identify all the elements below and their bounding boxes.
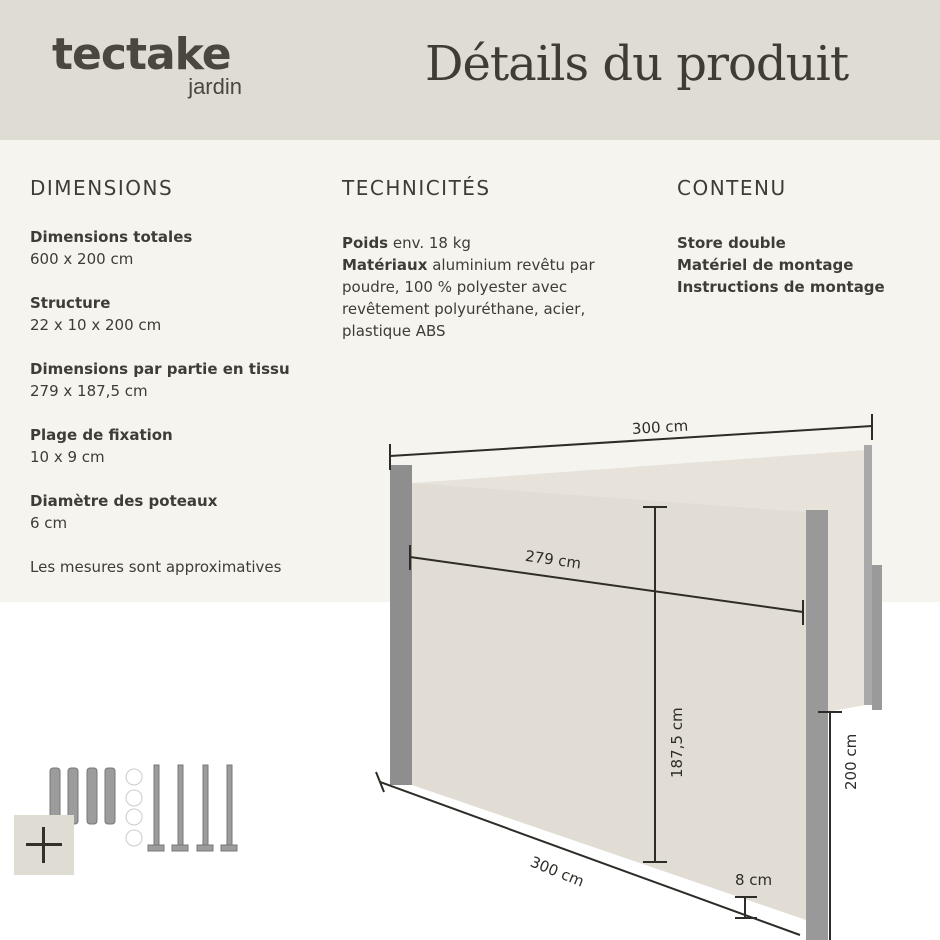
weight-label: Poids <box>342 234 389 252</box>
spec-value: 600 x 200 cm <box>30 250 134 268</box>
content-item: Instructions de montage <box>677 278 885 296</box>
label-ground-gap: 8 cm <box>735 871 773 889</box>
mounting-hardware <box>50 765 237 851</box>
left-post <box>390 465 412 785</box>
spec-value: 279 x 187,5 cm <box>30 382 148 400</box>
fabric-near-panel <box>412 483 806 920</box>
label-fabric-width: 279 cm <box>524 546 583 573</box>
content-item: Matériel de montage <box>677 256 854 274</box>
dim-line-top <box>390 426 872 456</box>
weight-value: env. 18 kg <box>392 234 471 252</box>
spec-label: Structure <box>30 294 111 312</box>
technicites-heading: TECHNICITÉS <box>342 176 491 200</box>
label-bottom-width: 300 cm <box>527 852 587 891</box>
far-post <box>864 445 872 705</box>
plus-icon <box>14 815 74 875</box>
dimensions-heading: DIMENSIONS <box>30 176 174 200</box>
right-post <box>806 510 828 940</box>
far-base <box>872 565 882 710</box>
label-top-width: 300 cm <box>631 416 689 438</box>
spec-value: 22 x 10 x 200 cm <box>30 316 162 334</box>
label-fabric-height: 187,5 cm <box>668 707 686 778</box>
spec-label: Diamètre des poteaux <box>30 492 218 510</box>
spec-label: Dimensions totales <box>30 228 193 246</box>
materials-label: Matériaux <box>342 256 428 274</box>
label-total-height: 200 cm <box>842 733 860 790</box>
spec-value: 6 cm <box>30 514 68 532</box>
contenu-heading: CONTENU <box>677 176 787 200</box>
measurement-note: Les mesures sont approximatives <box>30 558 282 576</box>
spec-label: Dimensions par partie en tissu <box>30 360 290 378</box>
logo-main: tectake <box>52 29 231 80</box>
spec-label: Plage de fixation <box>30 426 173 444</box>
logo-sub: jardin <box>188 74 242 99</box>
materials-value: aluminium revêtu par poudre, 100 % polyester avec revêtement polyuréthane, acier, plastique ABS <box>342 256 595 340</box>
content-item: Store double <box>677 234 786 252</box>
spec-value: 10 x 9 cm <box>30 448 105 466</box>
page-title: Détails du produit <box>425 36 849 92</box>
